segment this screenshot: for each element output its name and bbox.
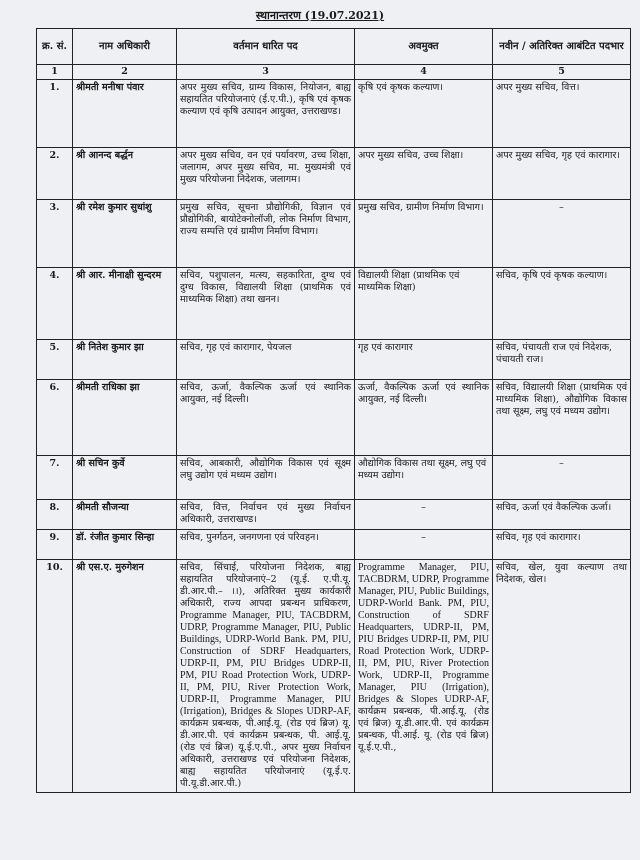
relieved-post: प्रमुख सचिव, ग्रामीण निर्माण विभाग। [355, 200, 493, 268]
table-row [37, 456, 631, 500]
current-post-part-english: Programme Manager, PIU, TACBDRM, UDRP, Programme Manager, PIU, Public Buildings, UDRP-World Bank. PM, PIU, Construction of SDRF Headquarters, UDRP-II, PM, PIU Bridges UDRP-II, PM, PIU Road Protection Work, UDRP-II, PM, PIU, River Protection Work, UDRP-II, Programme Manager, PIU (Irrigation), Bridges & Slopes UDRP-AF, [180, 610, 351, 717]
officer-name: श्री रमेश कुमार सुधांशु [73, 200, 177, 268]
relieved-post: विद्यालयी शिक्षा (प्राथमिक एवं माध्यमिक शिक्षा) [355, 268, 493, 340]
new-charge: – [493, 200, 631, 268]
new-charge: सचिव, खेल, युवा कल्याण तथा निदेशक, खेल। [493, 560, 631, 793]
current-post: सचिव, पुनर्गठन, जनगणना एवं परिवहन। [177, 530, 355, 560]
new-charge: – [493, 456, 631, 500]
relieved-post: ऊर्जा, वैकल्पिक ऊर्जा एवं स्थानिक आयुक्त, नई दिल्ली। [355, 380, 493, 456]
serial-number: 4. [37, 268, 73, 340]
serial-number: 2. [37, 148, 73, 200]
officer-name: श्री सचिन कुर्वे [73, 456, 177, 500]
header-row [37, 29, 631, 65]
column-number: 2 [73, 65, 177, 80]
officer-name: श्रीमती सौजन्या [73, 500, 177, 530]
table-row [37, 268, 631, 340]
header-serial: क्र. सं. [37, 29, 73, 65]
relieved-post: – [355, 500, 493, 530]
new-charge: अपर मुख्य सचिव, गृह एवं कारागार। [493, 148, 631, 200]
current-post: सचिव, वित्त, निर्वाचन एवं मुख्य निर्वाचन अधिकारी, उत्तराखण्ड। [177, 500, 355, 530]
current-post: प्रमुख सचिव, सूचना प्रौद्योगिकी, विज्ञान एवं प्रौद्योगिकी, बायोटेक्नोलॉजी, लोक निर्माण विभाग, राज्य सम्पत्ति एवं ग्रामीण निर्माण विभाग। [177, 200, 355, 268]
officer-name: श्री आनन्द बर्द्धन [73, 148, 177, 200]
header-officer-name: नाम अधिकारी [73, 29, 177, 65]
table-row [37, 80, 631, 148]
current-post: अपर मुख्य सचिव, ग्राम्य विकास, नियोजन, बाह्य सहायतित परियोजनाएं (ई.ए.पी.), कृषि एवं कृषक कल्याण एवं कृषि उत्पादन आयुक्त, उत्तराखण्ड। [177, 80, 355, 148]
serial-number: 8. [37, 500, 73, 530]
current-post-part-hindi-2: कार्यक्रम प्रबन्धक, पी.आई.यू. (रोड एवं ब्रिज) यू. डी.आर.पी. एवं कार्यक्रम प्रबन्धक, पी. आई.यू. (रोड एवं ब्रिज) यू.ई.ए.पी., अपर मुख्य निर्वाचन अधिकारी, उत्तराखण्ड एवं परियोजना निदेशक, बाह्य सहायतित परियोजनाएं (यू.ई.ए. पी.यू.डी.आर.पी.) [180, 718, 351, 789]
current-post: सचिव, ऊर्जा, वैकल्पिक ऊर्जा एवं स्थानिक आयुक्त, नई दिल्ली। [177, 380, 355, 456]
serial-number: 10. [37, 560, 73, 793]
new-charge: सचिव, पंचायती राज एवं निदेशक, पंचायती राज। [493, 340, 631, 380]
officer-name: श्री एस.ए. मुरुगेशन [73, 560, 177, 793]
table-row [37, 560, 631, 793]
relieved-post: – [355, 530, 493, 560]
officer-name: श्री आर. मीनाक्षी सुन्दरम [73, 268, 177, 340]
officer-name: श्रीमती राधिका झा [73, 380, 177, 456]
table-row [37, 200, 631, 268]
header-relieved: अवमुक्त [355, 29, 493, 65]
table-row [37, 530, 631, 560]
serial-number: 5. [37, 340, 73, 380]
serial-number: 1. [37, 80, 73, 148]
relieved-post-part-english: Programme Manager, PIU, TACBDRM, UDRP, Programme Manager, PIU, Public Buildings, UDRP-World Bank. PM, PIU, Construction of SDRF Headquarters, UDRP-II, PM, PIU Bridges UDRP-II, PM, PIU Road Protection Work, UDRP-II, PM, PIU, River Protection Work, UDRP-II, Programme Manager, PIU (Irrigation), Bridges & Slopes UDRP-AF, [358, 562, 489, 705]
transfer-table [36, 28, 631, 793]
current-post: अपर मुख्य सचिव, वन एवं पर्यावरण, उच्च शिक्षा, जलागम, अपर मुख्य सचिव, मा. मुख्यमंत्री एवं मुख्य परियोजना निदेशक, जलागम। [177, 148, 355, 200]
officer-name: श्रीमती मनीषा पंवार [73, 80, 177, 148]
relieved-post: गृह एवं कारागार [355, 340, 493, 380]
relieved-post: औद्योगिक विकास तथा सूक्ष्म, लघु एवं मध्यम उद्योग। [355, 456, 493, 500]
current-post: सचिव, गृह एवं कारागार, पेयजल [177, 340, 355, 380]
serial-number: 3. [37, 200, 73, 268]
column-number: 5 [493, 65, 631, 80]
current-post: सचिव, आबकारी, औद्योगिक विकास एवं सूक्ष्म लघु उद्योग एवं मध्यम उद्योग। [177, 456, 355, 500]
serial-number: 7. [37, 456, 73, 500]
relieved-post-part-hindi: कार्यक्रम प्रबन्धक, पी.आई.यू. (रोड एवं ब्रिज) यू.डी.आर.पी. एवं कार्यक्रम प्रबन्धक, पी.आई. यू. (रोड एवं ब्रिज) यू.ई.ए.पी., [358, 706, 489, 753]
new-charge: सचिव, विद्यालयी शिक्षा (प्राथमिक एवं माध्यमिक शिक्षा), औद्योगिक विकास तथा सूक्ष्म, लघु एवं मध्यम उद्योग। [493, 380, 631, 456]
officer-name: डॉ. रंजीत कुमार सिन्हा [73, 530, 177, 560]
table-row [37, 380, 631, 456]
column-number: 1 [37, 65, 73, 80]
column-number: 3 [177, 65, 355, 80]
table-row [37, 340, 631, 380]
new-charge: अपर मुख्य सचिव, वित्त। [493, 80, 631, 148]
current-post: सचिव, पशुपालन, मत्स्य, सहकारिता, दुग्ध एवं दुग्ध विकास, विद्यालयी शिक्षा (प्राथमिक एवं माध्यमिक शिक्षा) तथा खनन। [177, 268, 355, 340]
header-new-charge: नवीन / अतिरिक्त आबंटित पदभार [493, 29, 631, 65]
relieved-post: कृषि एवं कृषक कल्याण। [355, 80, 493, 148]
current-post-part-hindi: सचिव, सिंचाई, परियोजना निदेशक, बाह्य सहायतित परियोजनाएं–2 (यू.ई. ए.पी.यू. डी.आर.पी.– ।।), अतिरिक्त मुख्य कार्यकारी अधिकारी, राज्य आपदा प्रबन्धन प्राधिकरण, [180, 562, 351, 609]
current-post [177, 560, 355, 793]
relieved-post: अपर मुख्य सचिव, उच्च शिक्षा। [355, 148, 493, 200]
new-charge: सचिव, गृह एवं कारागार। [493, 530, 631, 560]
relieved-post [355, 560, 493, 793]
new-charge: सचिव, ऊर्जा एवं वैकल्पिक ऊर्जा। [493, 500, 631, 530]
officer-name: श्री नितेश कुमार झा [73, 340, 177, 380]
document-title: स्थानान्तरण (19.07.2021) [255, 9, 385, 22]
column-number: 4 [355, 65, 493, 80]
serial-number: 9. [37, 530, 73, 560]
serial-number: 6. [37, 380, 73, 456]
header-current-post: वर्तमान धारित पद [177, 29, 355, 65]
new-charge: सचिव, कृषि एवं कृषक कल्याण। [493, 268, 631, 340]
table-row [37, 148, 631, 200]
column-number-row [37, 65, 631, 80]
table-row [37, 500, 631, 530]
